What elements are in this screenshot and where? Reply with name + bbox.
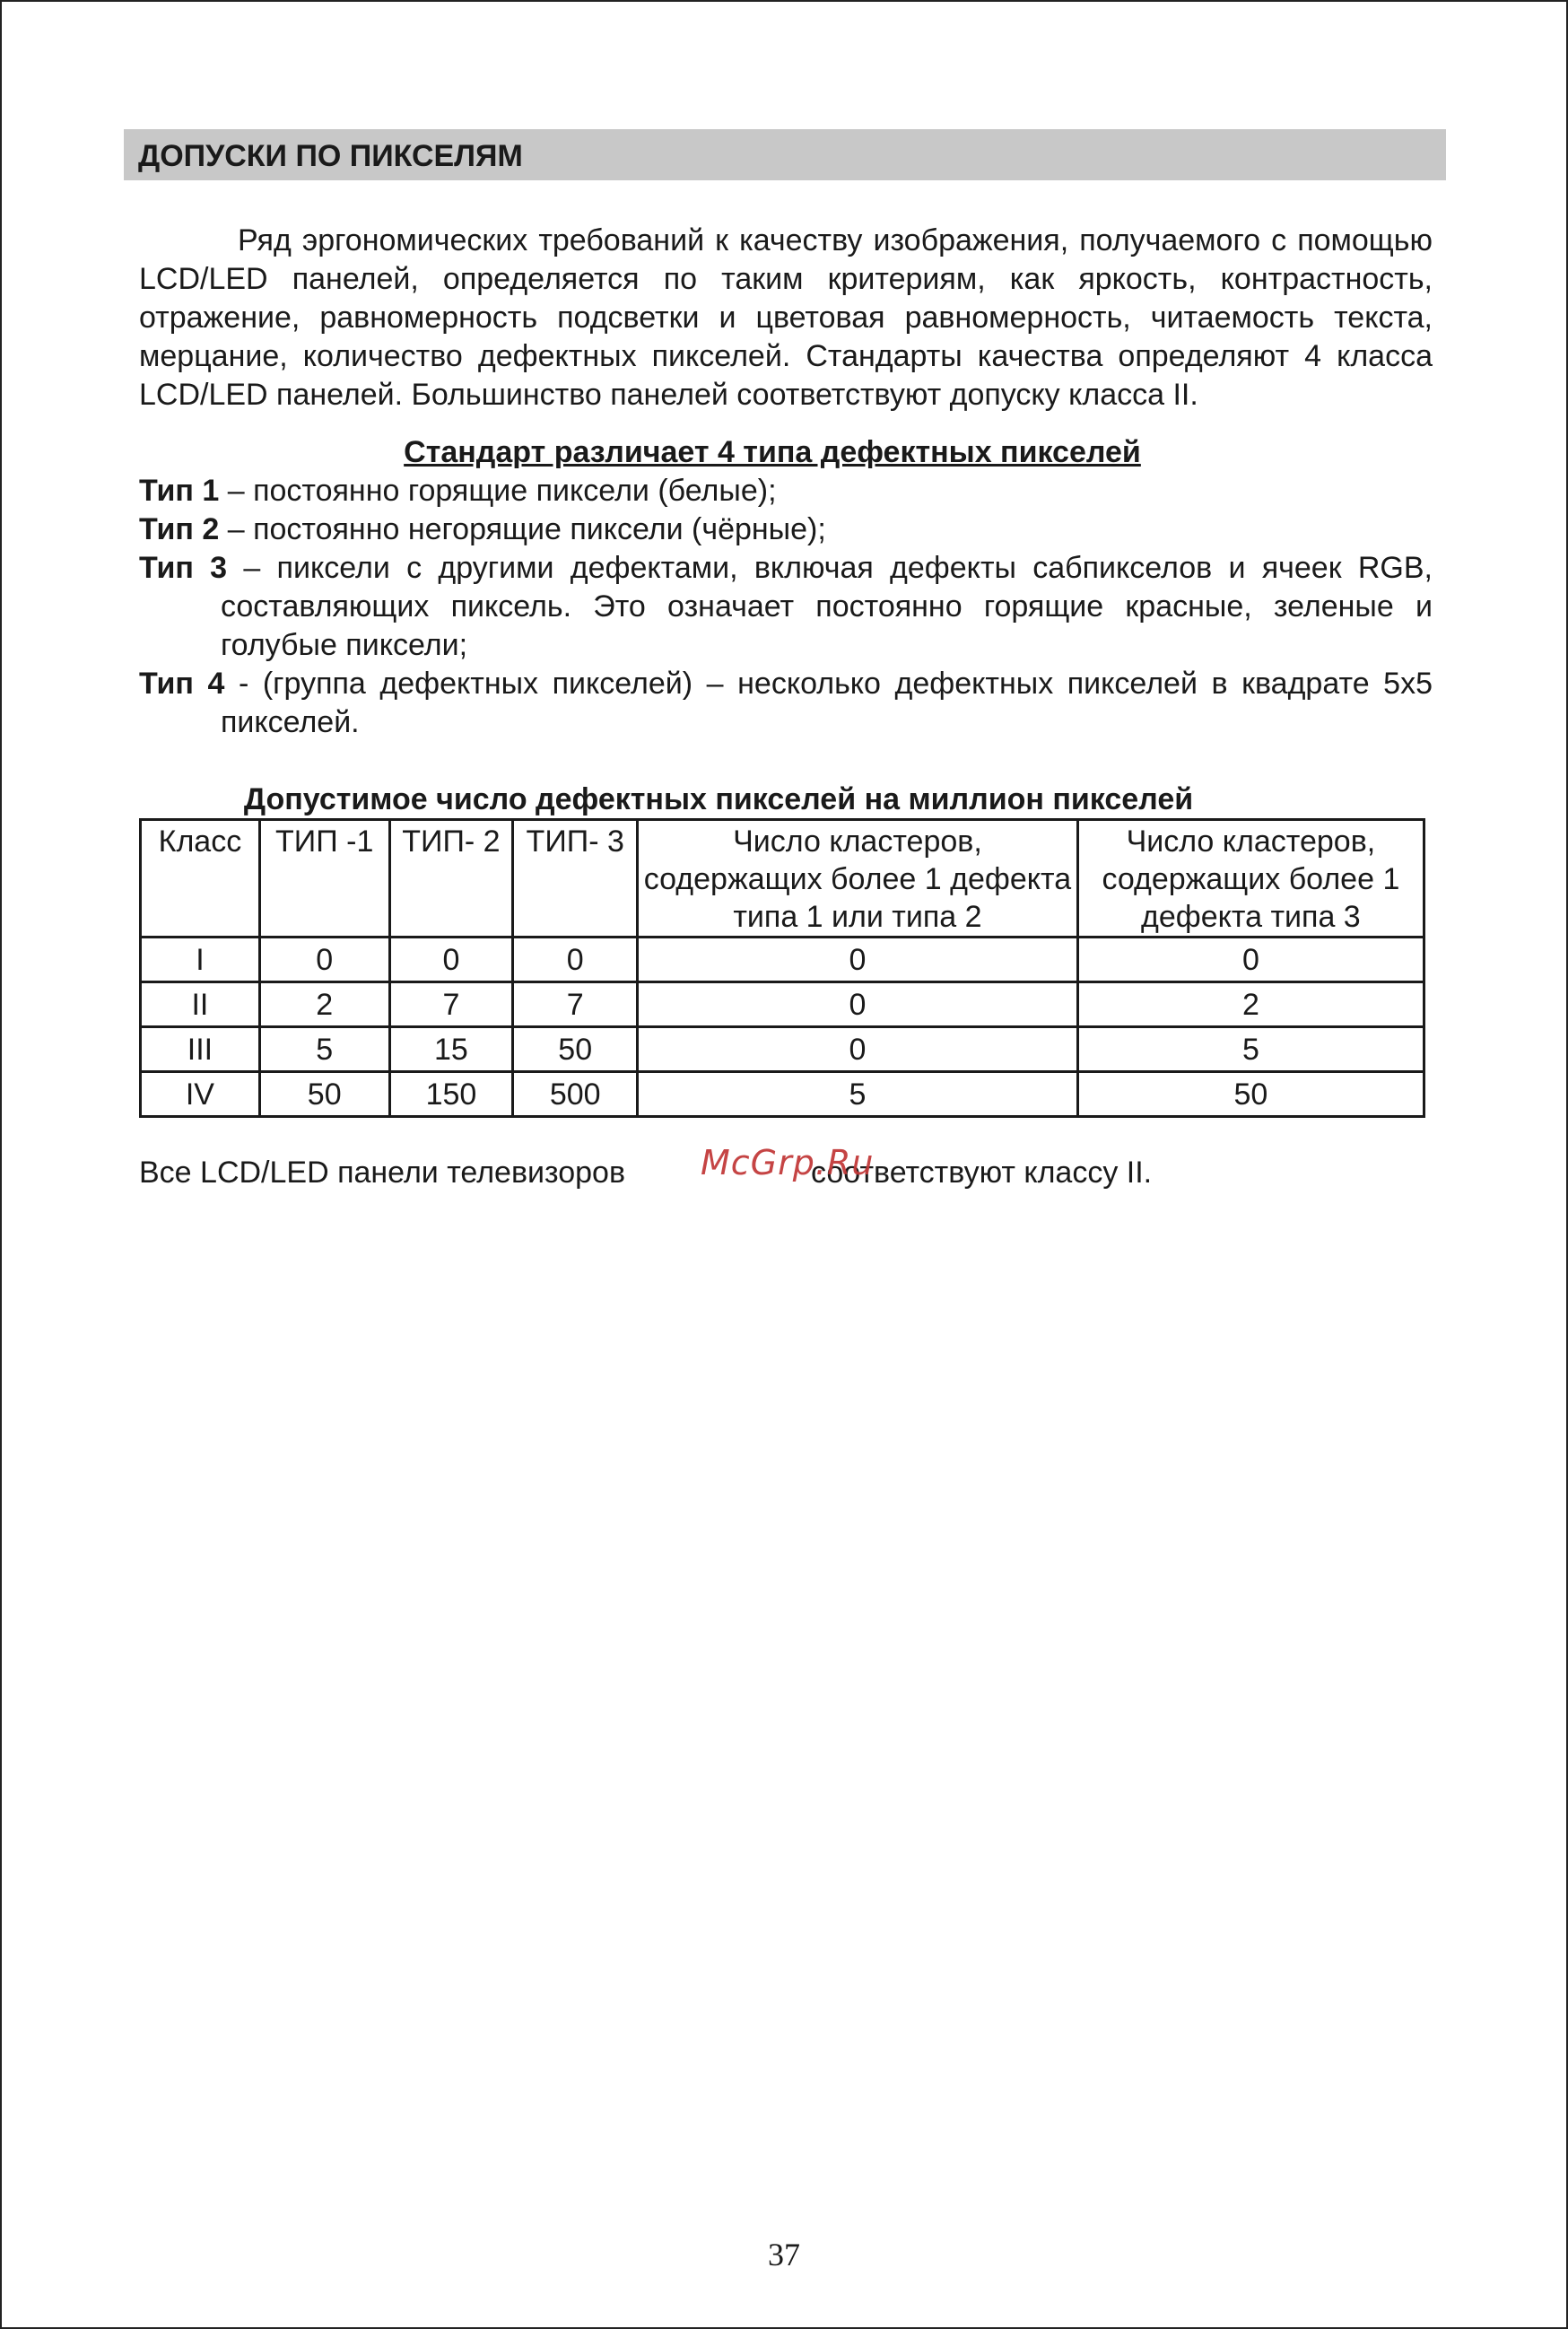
table-cell: 15: [389, 1027, 513, 1072]
page-content: [139, 222, 1433, 1192]
table-cell: IV: [141, 1072, 260, 1117]
defect-type-item: [139, 665, 1433, 742]
table-header-row: [141, 820, 1424, 938]
table-cell: 5: [1077, 1027, 1424, 1072]
table-cell: 5: [638, 1072, 1078, 1117]
defect-type-item: [139, 472, 1433, 510]
defect-type-text: – постоянно негорящие пиксели (чёрные);: [219, 512, 826, 546]
header-type-3: ТИП- 3: [513, 820, 638, 938]
defect-table: [139, 818, 1425, 1118]
table-cell: I: [141, 938, 260, 982]
table-title: Допустимое число дефектных пикселей на миллион пикселей: [243, 782, 1194, 816]
defect-type-label: Тип 1: [139, 474, 220, 508]
standard-heading: Стандарт различает 4 типа дефектных пикселей: [404, 435, 1141, 469]
defect-type-list: [139, 472, 1433, 742]
defect-type-text: - (группа дефектных пикселей) – несколько дефектных пикселей в квадрате 5х5 пикселей.: [221, 667, 1433, 739]
defect-type-text: – пиксели с другими дефектами, включая дефекты сабпикселов и ячеек RGB, составляющих пиксель. Это означает постоянно горящие красные, зеленые и голубые пиксели;: [221, 551, 1433, 662]
table-cell: 2: [1077, 982, 1424, 1027]
table-cell: 5: [259, 1027, 389, 1072]
table-cell: 0: [638, 938, 1078, 982]
page-number: 37: [768, 2237, 800, 2272]
section-header: [124, 129, 1446, 180]
defect-type-text: – постоянно горящие пиксели (белые);: [219, 474, 777, 508]
table-row: [141, 1072, 1424, 1117]
table-cell: 50: [1077, 1072, 1424, 1117]
table-cell: 150: [389, 1072, 513, 1117]
table-cell: III: [141, 1027, 260, 1072]
table-cell: 500: [513, 1072, 638, 1117]
section-title: ДОПУСКИ ПО ПИКСЕЛЯМ: [138, 139, 523, 173]
defect-type-item: [139, 549, 1433, 665]
header-type-2: ТИП- 2: [389, 820, 513, 938]
intro-paragraph: Ряд эргономических требований к качеству изображения, получаемого с помощью LCD/LED панелей, определяется по таким критериям, как яркость, контрастность, отражение, равномерность подсветки и цветовая равномерность, читаемость текста, мерцание, количество дефектных пикселей. Стандарты качества определяют 4 класса LCD/LED панелей. Большинство панелей соответствуют допуску класса II.: [139, 223, 1433, 412]
defect-type-item: [139, 510, 1433, 549]
table-row: [141, 982, 1424, 1027]
defect-type-label: Тип 2: [139, 512, 220, 546]
table-cell: 0: [259, 938, 389, 982]
table-cell: 2: [259, 982, 389, 1027]
footer-note-part-1: Все LCD/LED панели телевизоров: [139, 1156, 626, 1190]
defect-type-label: Тип 3: [139, 551, 228, 585]
table-cell: 0: [638, 982, 1078, 1027]
watermark: McGrp.Ru: [701, 1143, 875, 1182]
table-row: [141, 1027, 1424, 1072]
table-cell: 7: [389, 982, 513, 1027]
table-row: [141, 938, 1424, 982]
header-clusters-type-3: Число кластеров, содержащих более 1 дефекта типа 3: [1077, 820, 1424, 938]
table-cell: 0: [389, 938, 513, 982]
table-cell: 0: [513, 938, 638, 982]
table-cell: 0: [638, 1027, 1078, 1072]
table-cell: 0: [1077, 938, 1424, 982]
table-cell: 50: [259, 1072, 389, 1117]
header-clusters-type-1-2: Число кластеров, содержащих более 1 дефекта типа 1 или типа 2: [638, 820, 1078, 938]
header-class: Класс: [141, 820, 260, 938]
defect-type-label: Тип 4: [139, 667, 225, 701]
table-cell: II: [141, 982, 260, 1027]
header-type-1: ТИП -1: [259, 820, 389, 938]
footer-note-part-2: соответствуют классу II.: [811, 1156, 1153, 1190]
table-cell: 7: [513, 982, 638, 1027]
table-cell: 50: [513, 1027, 638, 1072]
